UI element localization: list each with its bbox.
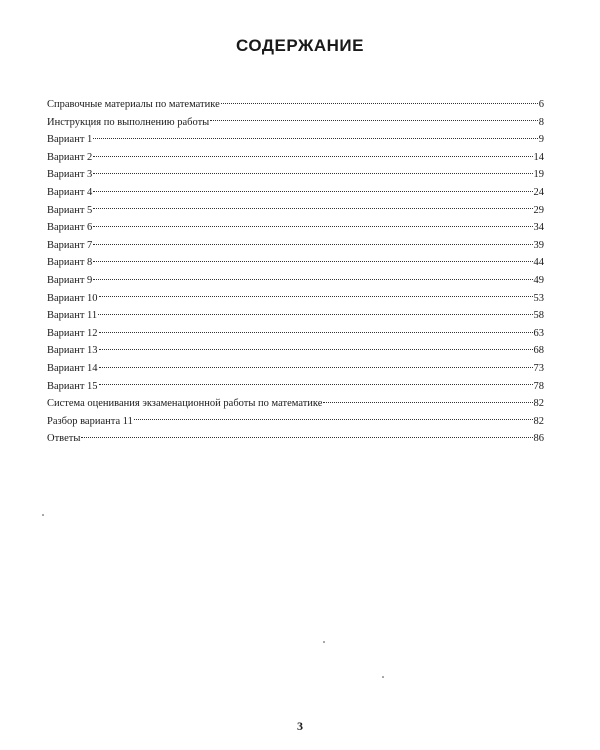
toc-entry [47, 430, 544, 448]
toc-dot-leader [93, 190, 532, 192]
toc-entry [47, 378, 544, 396]
toc-entry-label: Инструкция по выполнению работы [47, 116, 210, 128]
toc-entry-page: 29 [533, 204, 544, 216]
toc-entry-page: 78 [533, 380, 544, 392]
toc-entry-label: Вариант 11 [47, 310, 98, 322]
toc-dot-leader [99, 331, 533, 333]
toc-entry-page: 24 [533, 186, 544, 198]
scan-speck [42, 514, 44, 516]
toc-entry-label: Вариант 7 [47, 239, 93, 251]
toc-entry [47, 325, 544, 343]
toc-entry [47, 413, 544, 431]
toc-entry-page: 6 [538, 99, 544, 110]
toc-entry-page: 53 [533, 292, 544, 304]
toc-entry-label: Вариант 9 [47, 274, 93, 286]
toc-entry-page: 39 [533, 239, 544, 251]
toc-entry-page: 82 [533, 415, 544, 427]
toc-entry-label: Вариант 4 [47, 186, 93, 198]
toc-entry-label: Вариант 15 [47, 380, 98, 392]
toc-entry [47, 184, 544, 202]
toc-entry-label: Вариант 10 [47, 292, 98, 304]
toc-entry-label: Вариант 6 [47, 222, 93, 234]
toc-entry [47, 131, 544, 149]
toc-entry [47, 149, 544, 167]
toc-entry-page: 14 [533, 151, 544, 163]
toc-entry-label: Вариант 8 [47, 257, 93, 269]
toc-entry-page: 44 [533, 257, 544, 269]
toc-entry-label: Вариант 3 [47, 169, 93, 181]
toc-dot-leader [323, 401, 532, 403]
page-number: 3 [297, 719, 303, 733]
toc-entry-page: 82 [533, 398, 544, 410]
toc-dot-leader [134, 418, 533, 420]
toc-entry-label: Вариант 14 [47, 362, 98, 374]
toc-entry [47, 114, 544, 132]
toc-dot-leader [93, 155, 532, 157]
toc-entry [47, 395, 544, 413]
toc-entry-page: 19 [533, 169, 544, 181]
toc-dot-leader [210, 119, 538, 121]
toc-dot-leader [81, 436, 532, 438]
toc-dot-leader [99, 366, 533, 368]
toc-entry [47, 360, 544, 378]
toc-entry [47, 290, 544, 308]
toc-entry-page: 9 [538, 134, 544, 146]
toc-dot-leader [99, 295, 533, 297]
toc-dot-leader [93, 225, 532, 227]
toc-entry-page: 63 [533, 327, 544, 339]
toc-dot-leader [93, 137, 537, 139]
toc-dot-leader [99, 348, 533, 350]
toc-dot-leader [93, 172, 532, 174]
toc-entry-page: 58 [533, 310, 544, 322]
toc-entry [47, 202, 544, 220]
toc-entry [47, 96, 544, 114]
toc-entry-page: 68 [533, 345, 544, 357]
toc-entry-label: Справочные материалы по математике [47, 99, 220, 110]
toc-entry-page: 73 [533, 362, 544, 374]
toc-entry-page: 86 [533, 433, 544, 445]
toc-entry-label: Вариант 1 [47, 134, 93, 146]
toc-entry-label: Система оценивания экзаменационной работы по математике [47, 398, 323, 410]
toc-entry-page: 49 [533, 274, 544, 286]
toc-dot-leader [93, 243, 532, 245]
toc-dot-leader [221, 102, 538, 104]
toc-entry [47, 166, 544, 184]
toc-entry-label: Вариант 13 [47, 345, 98, 357]
scan-speck [382, 676, 384, 678]
toc-dot-leader [99, 383, 533, 385]
page-title: СОДЕРЖАНИЕ [236, 36, 364, 55]
toc-entry [47, 254, 544, 272]
toc-entry-page: 34 [533, 222, 544, 234]
toc-entry-label: Вариант 2 [47, 151, 93, 163]
toc-dot-leader [93, 278, 532, 280]
toc-entry [47, 307, 544, 325]
toc-entry [47, 219, 544, 237]
toc-entry-label: Вариант 12 [47, 327, 98, 339]
toc-dot-leader [98, 313, 532, 315]
toc-dot-leader [93, 207, 532, 209]
toc-entry-page: 8 [538, 116, 544, 128]
toc-entry-label: Вариант 5 [47, 204, 93, 216]
toc-entry [47, 342, 544, 360]
toc-dot-leader [93, 260, 532, 262]
toc-entry-label: Ответы [47, 433, 81, 445]
toc-entry [47, 272, 544, 290]
toc-entry [47, 237, 544, 255]
table-of-contents [47, 96, 544, 448]
scan-speck [323, 641, 325, 643]
toc-entry-label: Разбор варианта 11 [47, 415, 133, 427]
